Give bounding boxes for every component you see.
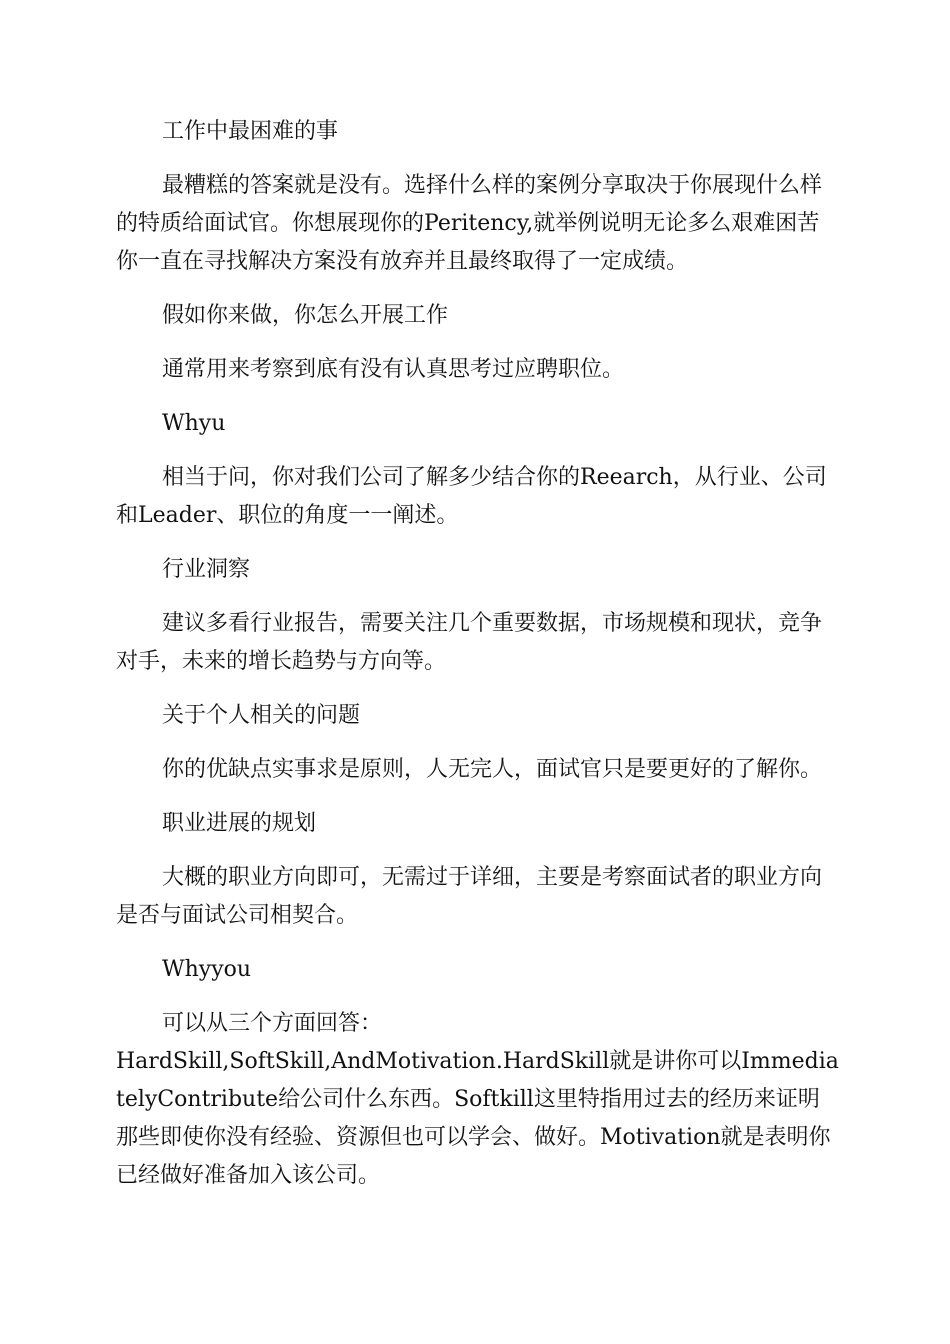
section-heading-hardest-thing: 工作中最困难的事: [162, 119, 339, 144]
paragraph-why-us: 相当于问，你对我们公司了解多少结合你的Reearch，从行业、公司和Leader、职位的角度一一阐述。: [116, 465, 827, 528]
section-heading-career-plan: 职业进展的规划: [162, 811, 317, 836]
paragraph-hardest-thing: 最糟糕的答案就是没有。选择什么样的案例分享取决于你展现什么样的特质给面试官。你想展现你的Peritency,就举例说明无论多么艰难困苦你一直在寻找解决方案没有放弃并且最终取得了一定成绩。: [116, 173, 823, 274]
section-heading-industry-insight: 行业洞察: [162, 557, 251, 582]
paragraph-why-you-intro: 可以从三个方面回答：: [162, 1011, 383, 1036]
section-heading-why-us: Whyu: [162, 411, 226, 436]
section-heading-if-you-did-it: 假如你来做，你怎么开展工作: [162, 303, 449, 328]
paragraph-career-plan: 大概的职业方向即可，无需过于详细，主要是考察面试者的职业方向是否与面试公司相契合。: [116, 865, 823, 928]
paragraph-if-you-did-it: 通常用来考察到底有没有认真思考过应聘职位。: [162, 357, 625, 382]
paragraph-industry-insight: 建议多看行业报告，需要关注几个重要数据，市场规模和现状，竞争对手，未来的增长趋势与方向等。: [116, 611, 823, 674]
document-body: [116, 113, 840, 1211]
section-heading-personal-questions: 关于个人相关的问题: [162, 703, 361, 728]
paragraph-personal-questions: 你的优缺点实事求是原则，人无完人，面试官只是要更好的了解你。: [162, 757, 823, 782]
paragraph-why-you-detail: HardSkill,SoftSkill,AndMotivation.HardSkill就是讲你可以ImmediatelyContribute给公司什么东西。Softkill这里特指用过去的经历来证明那些即使你没有经验、资源但也可以学会、做好。Motivation就是表明你已经做好准备加入该公司。: [116, 1049, 839, 1188]
section-heading-why-you: Whyyou: [162, 957, 252, 982]
